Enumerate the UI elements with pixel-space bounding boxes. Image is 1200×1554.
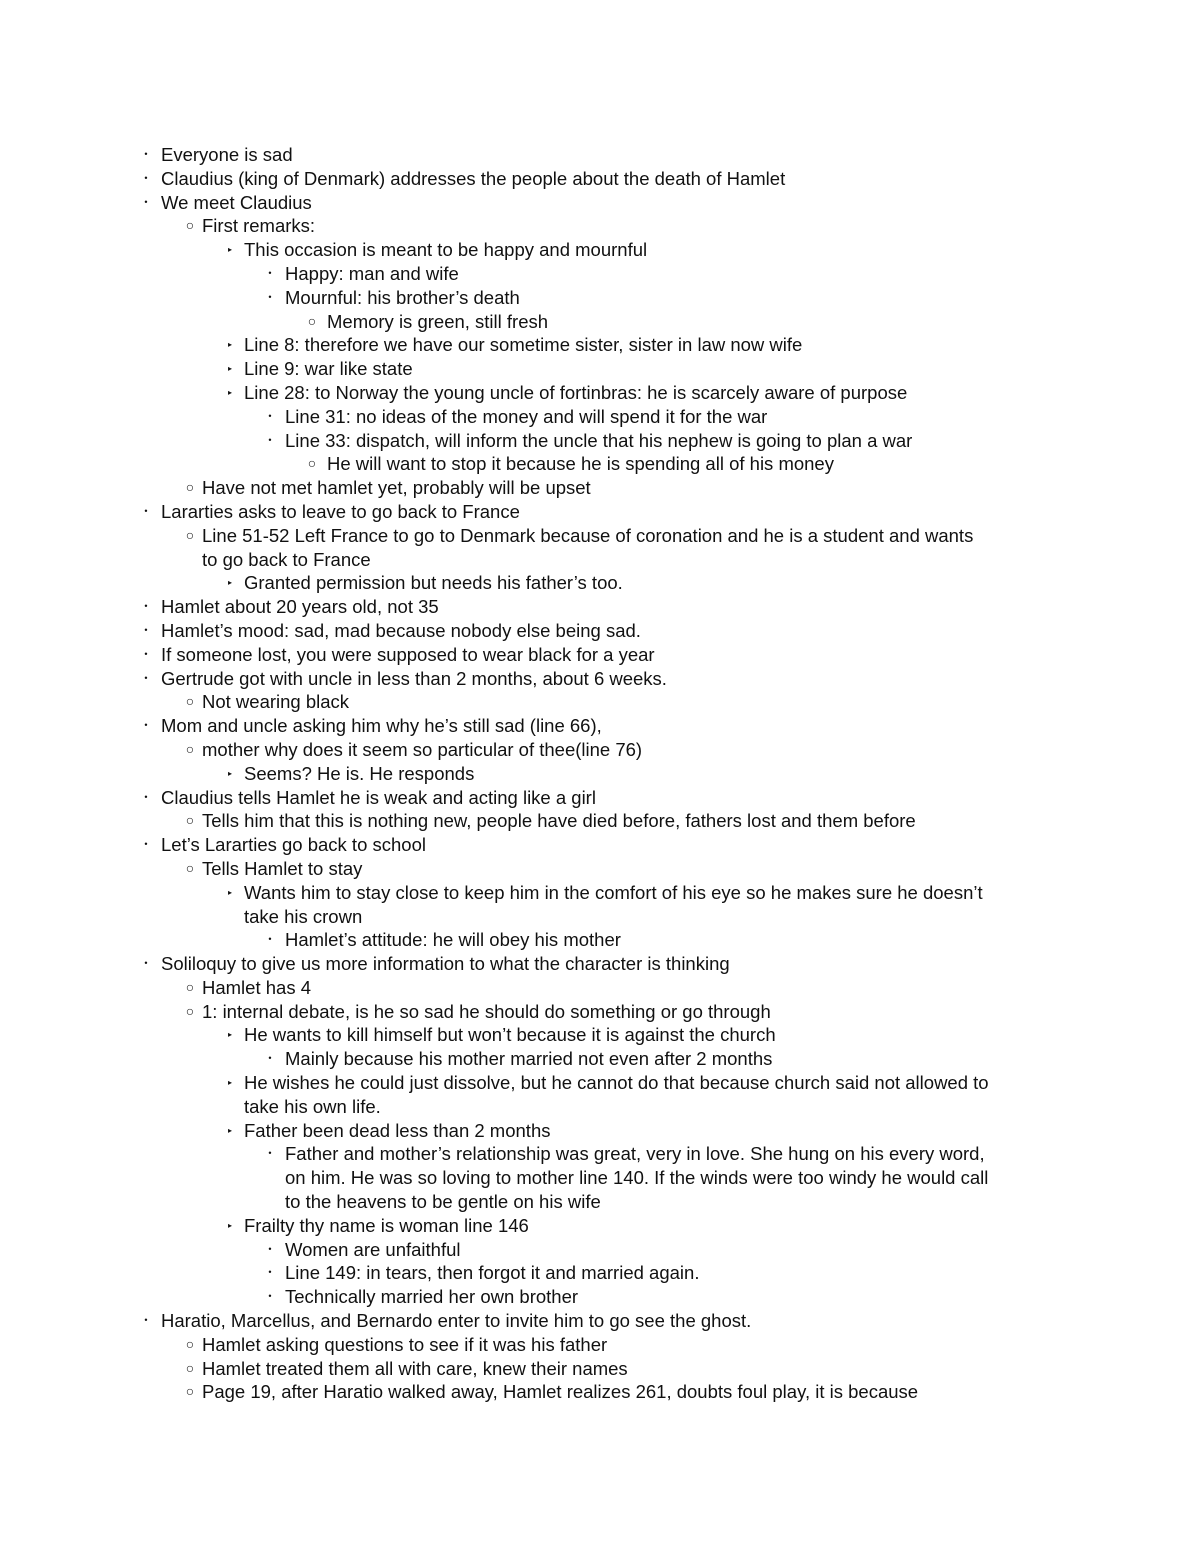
outline-line	[0, 595, 1200, 619]
outline-line	[0, 1023, 1200, 1047]
outline-line	[0, 1333, 1200, 1357]
tri-bullet-icon: ▸	[227, 1078, 232, 1088]
outline-line-text: mother why does it seem so particular of thee(line 76)	[202, 738, 643, 760]
outline-line-text: Line 149: in tears, then forgot it and married again.	[285, 1262, 700, 1284]
outline-line	[0, 738, 1200, 762]
outline-line-text: He will want to stop it because he is spending all of his money	[327, 453, 834, 475]
outline-line	[0, 1047, 1200, 1071]
outline-line	[0, 310, 1200, 334]
outline-line-text: to go back to France	[202, 548, 371, 570]
disc-bullet-icon: •	[144, 1315, 148, 1326]
circle-bullet-icon: ○	[185, 1002, 195, 1019]
outline-line-text: Page 19, after Haratio walked away, Hamlet realizes 261, doubts foul play, it is because	[202, 1381, 919, 1403]
outline-line-text: Mournful: his brother’s death	[285, 286, 520, 308]
outline-line	[0, 1380, 1200, 1404]
outline-line	[0, 1238, 1200, 1262]
tri-bullet-icon: ▸	[227, 887, 232, 897]
circle-bullet-icon: ○	[185, 1359, 195, 1376]
outline-line-text: to the heavens to be gentle on his wife	[285, 1191, 601, 1213]
disc-bullet-icon: •	[268, 934, 272, 945]
outline-line-text: Father been dead less than 2 months	[244, 1119, 551, 1141]
outline-line-text: Hamlet has 4	[202, 976, 311, 998]
outline-line-text: Line 28: to Norway the young uncle of fortinbras: he is scarcely aware of purpose	[244, 381, 908, 403]
disc-bullet-icon: •	[268, 1243, 272, 1254]
circle-bullet-icon: ○	[185, 526, 195, 543]
outline-line-text: Claudius tells Hamlet he is weak and acting like a girl	[161, 786, 596, 808]
disc-bullet-icon: •	[144, 624, 148, 635]
outline-line-text: Gertrude got with uncle in less than 2 months, about 6 weeks.	[161, 667, 667, 689]
outline-line	[0, 762, 1200, 786]
outline-line-text: Line 31: no ideas of the money and will spend it for the war	[285, 405, 768, 427]
outline-line-text: Hamlet’s mood: sad, mad because nobody else being sad.	[161, 619, 641, 641]
outline-line-text: take his crown	[244, 905, 363, 927]
outline-line	[0, 1190, 1200, 1214]
disc-bullet-icon: •	[144, 672, 148, 683]
outline-line-text: Hamlet’s attitude: he will obey his mother	[285, 929, 621, 951]
outline-line-text: Tells Hamlet to stay	[202, 857, 363, 879]
outline-line	[0, 1309, 1200, 1333]
outline-line-text: Haratio, Marcellus, and Bernardo enter to invite him to go see the ghost.	[161, 1310, 752, 1332]
outline-line	[0, 1095, 1200, 1119]
outline-line	[0, 1166, 1200, 1190]
disc-bullet-icon: •	[144, 839, 148, 850]
circle-bullet-icon: ○	[185, 1383, 195, 1400]
outline-line	[0, 1071, 1200, 1095]
outline-line-text: Line 51-52 Left France to go to Denmark because of coronation and he is a student and wants	[202, 524, 974, 546]
circle-bullet-icon: ○	[185, 217, 195, 234]
disc-bullet-icon: •	[144, 196, 148, 207]
outline-line	[0, 905, 1200, 929]
outline-line-text: Soliloquy to give us more information to what the character is thinking	[161, 953, 730, 975]
circle-bullet-icon: ○	[185, 978, 195, 995]
disc-bullet-icon: •	[268, 434, 272, 445]
outline-line	[0, 976, 1200, 1000]
outline-line	[0, 714, 1200, 738]
circle-bullet-icon: ○	[185, 1335, 195, 1352]
outline-line-text: Mom and uncle asking him why he’s still sad (line 66),	[161, 715, 602, 737]
outline-line-text: on him. He was so loving to mother line 140. If the winds were too windy he would call	[285, 1167, 989, 1189]
outline-line	[0, 690, 1200, 714]
tri-bullet-icon: ▸	[227, 768, 232, 778]
outline-line	[0, 643, 1200, 667]
outline-line-text: Line 8: therefore we have our sometime sister, sister in law now wife	[244, 334, 803, 356]
outline-line	[0, 238, 1200, 262]
disc-bullet-icon: •	[144, 505, 148, 516]
outline-line	[0, 786, 1200, 810]
outline-line	[0, 1285, 1200, 1309]
disc-bullet-icon: •	[144, 601, 148, 612]
outline-line-text: Tells him that this is nothing new, people have died before, fathers lost and them before	[202, 810, 916, 832]
tri-bullet-icon: ▸	[227, 340, 232, 350]
circle-bullet-icon: ○	[185, 859, 195, 876]
tri-bullet-icon: ▸	[227, 1030, 232, 1040]
outline-line-text: Granted permission but needs his father’s too.	[244, 572, 623, 594]
outline-line-text: First remarks:	[202, 215, 316, 237]
circle-bullet-icon: ○	[185, 812, 195, 829]
outline-line	[0, 1261, 1200, 1285]
outline-line-text: Line 9: war like state	[244, 358, 413, 380]
outline-line-text: 1: internal debate, is he so sad he should do something or go through	[202, 1000, 771, 1022]
outline-line	[0, 476, 1200, 500]
disc-bullet-icon: •	[268, 1291, 272, 1302]
outline-line-text: Technically married her own brother	[285, 1286, 579, 1308]
outline-line	[0, 191, 1200, 215]
outline-line	[0, 405, 1200, 429]
outline-line-text: Father and mother’s relationship was great, very in love. She hung on his every word,	[285, 1143, 985, 1165]
outline-line	[0, 1357, 1200, 1381]
outline-line	[0, 1142, 1200, 1166]
disc-bullet-icon: •	[268, 291, 272, 302]
disc-bullet-icon: •	[144, 791, 148, 802]
outline-line-text: Mainly because his mother married not even after 2 months	[285, 1048, 773, 1070]
outline-line	[0, 381, 1200, 405]
outline-line	[0, 500, 1200, 524]
outline-line	[0, 571, 1200, 595]
outline-line-text: Seems? He is. He responds	[244, 762, 475, 784]
outline-line	[0, 1214, 1200, 1238]
outline-line	[0, 524, 1200, 548]
outline-line	[0, 452, 1200, 476]
outline-line-text: Claudius (king of Denmark) addresses the people about the death of Hamlet	[161, 167, 786, 189]
circle-bullet-icon: ○	[185, 693, 195, 710]
tri-bullet-icon: ▸	[227, 578, 232, 588]
circle-bullet-icon: ○	[185, 479, 195, 496]
outline-line-text: He wishes he could just dissolve, but he cannot do that because church said not allowed to	[244, 1072, 989, 1094]
outline-line	[0, 1119, 1200, 1143]
outline-line-text: Frailty thy name is woman line 146	[244, 1214, 529, 1236]
outline-line-text: Not wearing black	[202, 691, 350, 713]
tri-bullet-icon: ▸	[227, 1125, 232, 1135]
tri-bullet-icon: ▸	[227, 245, 232, 255]
outline-line-text: Let’s Lararties go back to school	[161, 834, 426, 856]
outline-line-text: Wants him to stay close to keep him in the comfort of his eye so he makes sure he doesn’t	[244, 881, 983, 903]
outline-line	[0, 143, 1200, 167]
outline-line-text: Women are unfaithful	[285, 1238, 461, 1260]
tri-bullet-icon: ▸	[227, 387, 232, 397]
outline-line	[0, 548, 1200, 572]
outline-line-text: This occasion is meant to be happy and mournful	[244, 239, 648, 261]
outline-line-text: Line 33: dispatch, will inform the uncle that his nephew is going to plan a war	[285, 429, 913, 451]
outline-line	[0, 952, 1200, 976]
disc-bullet-icon: •	[268, 1267, 272, 1278]
outline-line	[0, 667, 1200, 691]
outline-line-text: take his own life.	[244, 1095, 381, 1117]
outline-line	[0, 857, 1200, 881]
outline-line	[0, 357, 1200, 381]
outline-line	[0, 167, 1200, 191]
outline-line	[0, 1000, 1200, 1024]
circle-bullet-icon: ○	[307, 455, 317, 472]
outline-line-text: Hamlet treated them all with care, knew their names	[202, 1357, 628, 1379]
outline-line-text: Happy: man and wife	[285, 262, 459, 284]
outline-line-text: We meet Claudius	[161, 191, 312, 213]
outline-line	[0, 833, 1200, 857]
tri-bullet-icon: ▸	[227, 364, 232, 374]
notes-outline	[0, 143, 1200, 1404]
outline-line-text: Everyone is sad	[161, 144, 293, 165]
circle-bullet-icon: ○	[185, 740, 195, 757]
outline-line	[0, 881, 1200, 905]
outline-line	[0, 809, 1200, 833]
disc-bullet-icon: •	[144, 172, 148, 183]
outline-line-text: Have not met hamlet yet, probably will be upset	[202, 477, 591, 499]
circle-bullet-icon: ○	[307, 312, 317, 329]
outline-line-text: He wants to kill himself but won’t because it is against the church	[244, 1024, 776, 1046]
outline-line	[0, 429, 1200, 453]
outline-line-text: Lararties asks to leave to go back to France	[161, 500, 520, 522]
disc-bullet-icon: •	[144, 149, 148, 159]
disc-bullet-icon: •	[144, 648, 148, 659]
disc-bullet-icon: •	[268, 410, 272, 421]
outline-line-text: Hamlet asking questions to see if it was his father	[202, 1333, 608, 1355]
outline-line	[0, 333, 1200, 357]
outline-line-text: Memory is green, still fresh	[327, 310, 549, 332]
tri-bullet-icon: ▸	[227, 1220, 232, 1230]
disc-bullet-icon: •	[268, 1053, 272, 1064]
disc-bullet-icon: •	[144, 958, 148, 969]
disc-bullet-icon: •	[144, 720, 148, 731]
outline-line-text: If someone lost, you were supposed to wear black for a year	[161, 643, 655, 665]
outline-line	[0, 262, 1200, 286]
disc-bullet-icon: •	[268, 1148, 272, 1159]
outline-line	[0, 286, 1200, 310]
outline-line	[0, 214, 1200, 238]
outline-line	[0, 928, 1200, 952]
outline-line-text: Hamlet about 20 years old, not 35	[161, 596, 439, 618]
outline-line	[0, 619, 1200, 643]
disc-bullet-icon: •	[268, 267, 272, 278]
